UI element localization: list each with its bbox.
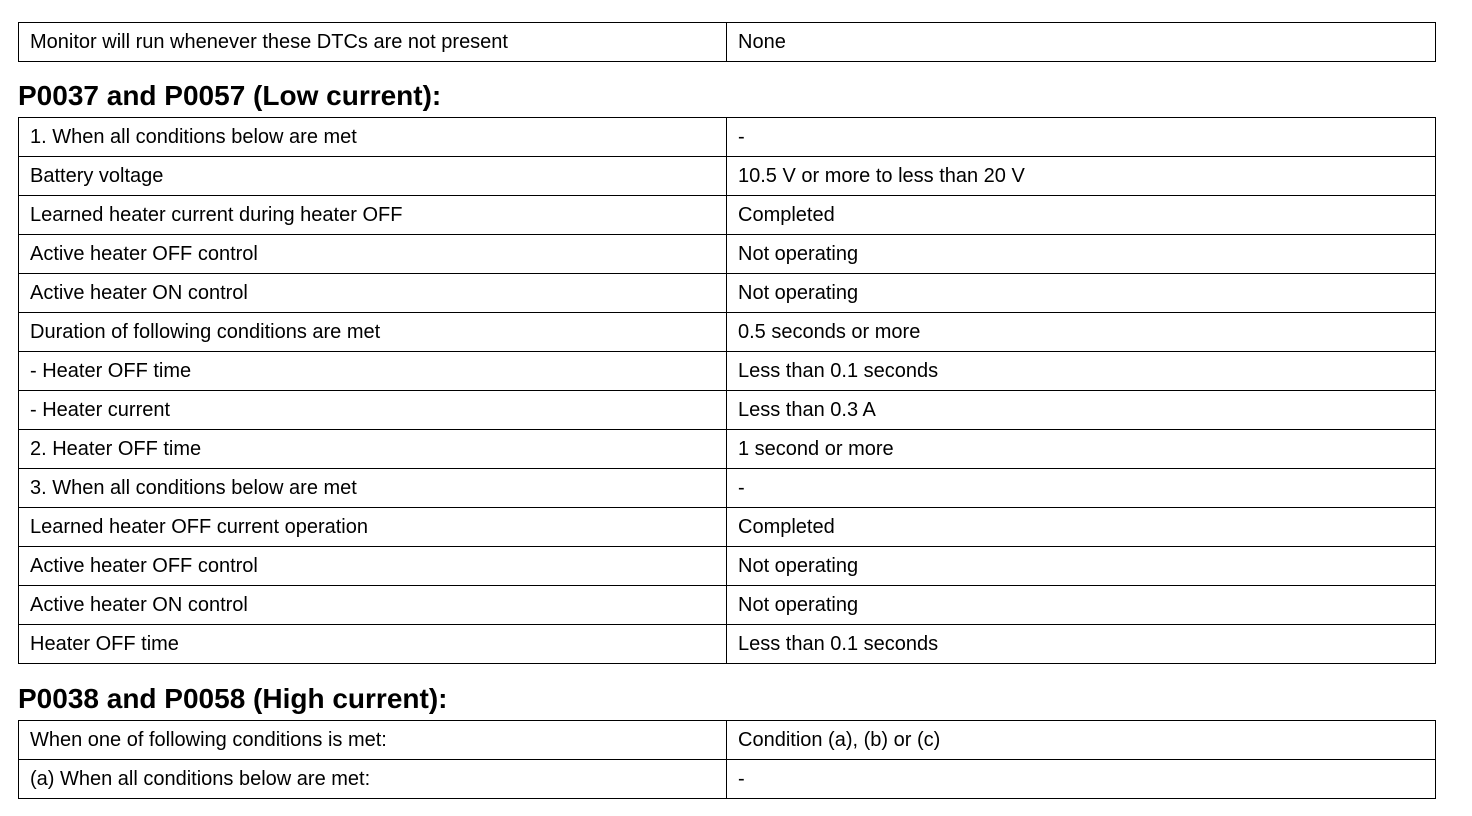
condition-cell: - Heater OFF time	[19, 352, 727, 391]
table-row	[19, 313, 1436, 352]
value-cell: Not operating	[727, 547, 1436, 586]
table-body	[19, 23, 1436, 62]
table-row	[19, 760, 1436, 799]
dtc-table	[18, 22, 1436, 62]
value-cell: 1 second or more	[727, 430, 1436, 469]
value-cell: -	[727, 469, 1436, 508]
value-cell: Condition (a), (b) or (c)	[727, 721, 1436, 760]
table-row	[19, 430, 1436, 469]
table-row	[19, 352, 1436, 391]
table-row	[19, 196, 1436, 235]
condition-cell: 2. Heater OFF time	[19, 430, 727, 469]
value-cell: Completed	[727, 196, 1436, 235]
condition-cell: 1. When all conditions below are met	[19, 118, 727, 157]
table-body	[19, 118, 1436, 664]
condition-cell: Battery voltage	[19, 157, 727, 196]
condition-cell: Heater OFF time	[19, 625, 727, 664]
table-body	[19, 721, 1436, 799]
condition-cell: Learned heater OFF current operation	[19, 508, 727, 547]
table-row	[19, 118, 1436, 157]
value-cell: 0.5 seconds or more	[727, 313, 1436, 352]
value-cell: -	[727, 760, 1436, 799]
table-row	[19, 508, 1436, 547]
value-cell: Less than 0.1 seconds	[727, 352, 1436, 391]
condition-cell: 3. When all conditions below are met	[19, 469, 727, 508]
condition-cell: When one of following conditions is met:	[19, 721, 727, 760]
value-cell: None	[727, 23, 1436, 62]
value-cell: Less than 0.1 seconds	[727, 625, 1436, 664]
value-cell: Not operating	[727, 586, 1436, 625]
condition-cell: Active heater OFF control	[19, 547, 727, 586]
value-cell: Not operating	[727, 274, 1436, 313]
table-row	[19, 391, 1436, 430]
condition-cell: (a) When all conditions below are met:	[19, 760, 727, 799]
table-row	[19, 235, 1436, 274]
condition-cell: Active heater OFF control	[19, 235, 727, 274]
table-row	[19, 625, 1436, 664]
condition-cell: Duration of following conditions are met	[19, 313, 727, 352]
table-row	[19, 547, 1436, 586]
section-heading-high-current: P0038 and P0058 (High current):	[18, 683, 448, 714]
condition-cell: Monitor will run whenever these DTCs are not present	[19, 23, 727, 62]
table-row	[19, 586, 1436, 625]
condition-cell: Active heater ON control	[19, 274, 727, 313]
value-cell: 10.5 V or more to less than 20 V	[727, 157, 1436, 196]
value-cell: Completed	[727, 508, 1436, 547]
condition-cell: Active heater ON control	[19, 586, 727, 625]
value-cell: Not operating	[727, 235, 1436, 274]
table-row	[19, 721, 1436, 760]
table-row	[19, 469, 1436, 508]
low-current-conditions-table	[18, 117, 1436, 664]
table-row	[19, 274, 1436, 313]
section-heading-low-current: P0037 and P0057 (Low current):	[18, 80, 442, 111]
high-current-conditions-table	[18, 720, 1436, 799]
table-row	[19, 23, 1436, 62]
value-cell: Less than 0.3 A	[727, 391, 1436, 430]
value-cell: -	[727, 118, 1436, 157]
table-row	[19, 157, 1436, 196]
condition-cell: Learned heater current during heater OFF	[19, 196, 727, 235]
condition-cell: - Heater current	[19, 391, 727, 430]
